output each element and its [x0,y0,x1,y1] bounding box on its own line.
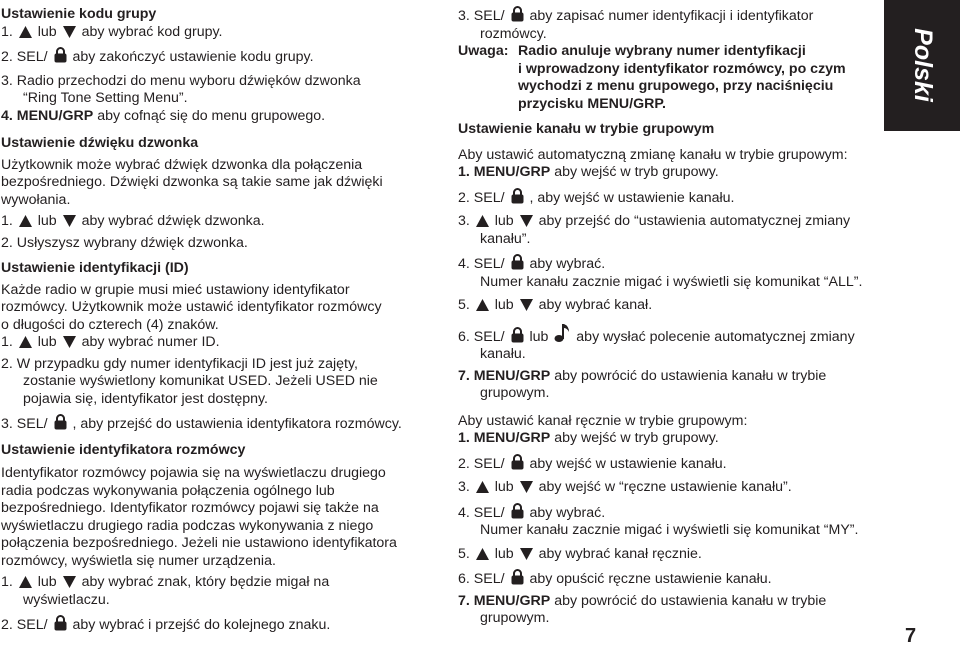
step: 3. lub aby wejść w “ręczne ustawienie kanału”. [458,479,792,495]
lock-icon [54,615,67,631]
step: 6. SEL/ lub aby wysłać polecenie automatycznej zmiany [458,323,878,347]
paragraph-line: wywołania. [1,191,71,208]
step: 2. SEL/ aby wejść w ustawienie kanału. [458,455,727,472]
up-arrow-icon [19,26,32,38]
step-continuation: pojawia się, identyfikator jest dostępny. [23,390,268,407]
down-arrow-icon [520,548,533,560]
music-note-icon [554,323,570,343]
step: 1. MENU/GRP aby wejść w tryb grupowy. [458,164,719,180]
up-arrow-icon [19,576,32,588]
step-continuation: kanału”. [480,230,531,247]
section-title: Ustawienie dźwięku dzwonka [1,135,199,151]
paragraph-line: Aby ustawić kanał ręcznie w trybie grupowym: [458,412,748,429]
step: 3. lub aby przejść do “ustawienia automatycznej zmiany [458,213,851,229]
down-arrow-icon [63,576,76,588]
step-continuation: Numer kanału zacznie migać i wyświetli się komunikat “MY”. [480,522,859,538]
note-label: Uwaga: [458,43,509,59]
lock-icon [511,6,524,22]
up-arrow-icon [476,215,489,227]
step: 4. MENU/GRP aby cofnąć się do menu grupowego. [1,107,326,124]
step-continuation: Numer kanału zacznie migać i wyświetli się komunikat “ALL”. [480,273,863,290]
page-number: 7 [905,625,917,647]
step: 1. lub aby wybrać numer ID. [1,334,220,350]
step: 7. MENU/GRP aby powrócić do ustawienia kanału w trybie [458,367,827,384]
lock-icon [511,569,524,585]
paragraph-line: o długości do czterech (4) znaków. [1,316,219,333]
up-arrow-icon [19,336,32,348]
step: 3. SEL/ , aby przejść do ustawienia identyfikatora rozmówcy. [1,416,402,432]
step: 1. MENU/GRP aby wejść w tryb grupowy. [458,430,719,446]
lock-icon [54,47,67,63]
paragraph-line: wyświetlaczu drugiego radia podczas wykonywania z niego [1,517,374,534]
step: 2. Usłyszysz wybrany dźwięk dzwonka. [1,234,248,251]
lock-icon [511,254,524,270]
section-title: Ustawienie identyfikacji (ID) [1,260,189,276]
paragraph-line: bezpośredniego. Identyfikator rozmówcy pojawi się także na [1,500,379,516]
step: 2. W przypadku gdy numer identyfikacji ID jest już zajęty, [1,355,358,372]
lock-icon [511,454,524,470]
step: 6. SEL/ aby opuścić ręczne ustawienie kanału. [458,571,772,587]
up-arrow-icon [476,481,489,493]
step-continuation: “Ring Tone Setting Menu”. [23,90,188,106]
step-continuation: rozmówcy. [480,25,547,42]
section-title: Ustawienie kodu grupy [1,6,157,22]
section-title: Ustawienie identyfikatora rozmówcy [1,441,246,458]
paragraph-line: Identyfikator rozmówcy pojawia się na wyświetlaczu drugiego [1,465,386,481]
up-arrow-icon [19,215,32,227]
paragraph-line: rozmówcy. Użytkownik może ustawić identyfikator rozmówcy [1,299,382,315]
lock-icon [511,503,524,519]
step-continuation: grupowym. [480,610,550,626]
step: 1. lub aby wybrać kod grupy. [1,23,223,40]
left-column [1,6,419,635]
step: 3. Radio przechodzi do menu wyboru dźwięków dzwonka [1,72,361,89]
paragraph-line: bezpośredniego. Dźwięki dzwonka są takie same jak dźwięki [1,174,383,190]
down-arrow-icon [520,481,533,493]
step: 5. lub aby wybrać kanał ręcznie. [458,545,702,562]
down-arrow-icon [63,215,76,227]
section-title: Ustawienie kanału w trybie grupowym [458,121,715,137]
step: 7. MENU/GRP aby powrócić do ustawienia kanału w trybie [458,592,827,609]
step: 3. SEL/ aby zapisać numer identyfikacji i identyfikator [458,8,814,24]
paragraph-line: Użytkownik może wybrać dźwięk dzwonka dla połączenia [1,156,363,173]
language-tab [884,0,960,131]
paragraph-line: Aby ustawić automatyczną zmianę kanału w trybie grupowym: [458,146,848,163]
lock-icon [511,327,524,343]
note-text: Radio anuluje wybrany numer identyfikacji i wprowadzony identyfikator rozmówcy, po czym wychodzi z menu grupowego, przy naciśnięciu przycisku MENU/GRP. [518,43,846,112]
step: 1. lub aby wybrać znak, który będzie migał na [1,574,330,590]
down-arrow-icon [63,336,76,348]
language-tab-label: Polski [908,28,937,102]
down-arrow-icon [63,26,76,38]
up-arrow-icon [476,548,489,560]
paragraph-line: radia podczas wykonywania połączenia ogólnego lub [1,482,335,499]
step: 1. lub aby wybrać dźwięk dzwonka. [1,213,265,229]
step-continuation: grupowym. [480,385,550,401]
step: 4. SEL/ aby wybrać. [458,256,606,272]
step: 4. SEL/ aby wybrać. [458,504,606,521]
step: 2. SEL/ aby wybrać i przejść do kolejnego znaku. [1,617,331,633]
step: 2. SEL/ aby zakończyć ustawienie kodu grupy. [1,49,314,65]
right-column [458,6,878,628]
up-arrow-icon [476,299,489,311]
paragraph-line: Każde radio w grupie musi mieć ustawiony identyfikator [1,281,350,298]
paragraph-line: rozmówcy, wyświetla się numer urządzenia. [1,552,276,569]
down-arrow-icon [520,299,533,311]
note-block [458,43,878,113]
step: 5. lub aby wybrać kanał. [458,297,653,313]
paragraph-line: połączenia bezpośredniego. Jeżeli nie ustawiono identyfikatora [1,535,397,551]
lock-icon [511,188,524,204]
down-arrow-icon [520,215,533,227]
step-continuation: wyświetlaczu. [23,591,110,608]
lock-icon [54,414,67,430]
step: 2. SEL/ , aby wejść w ustawienie kanału. [458,189,735,206]
step-continuation: kanału. [480,346,526,362]
step-continuation: zostanie wyświetlony komunikat USED. Jeżeli USED nie [23,373,378,389]
